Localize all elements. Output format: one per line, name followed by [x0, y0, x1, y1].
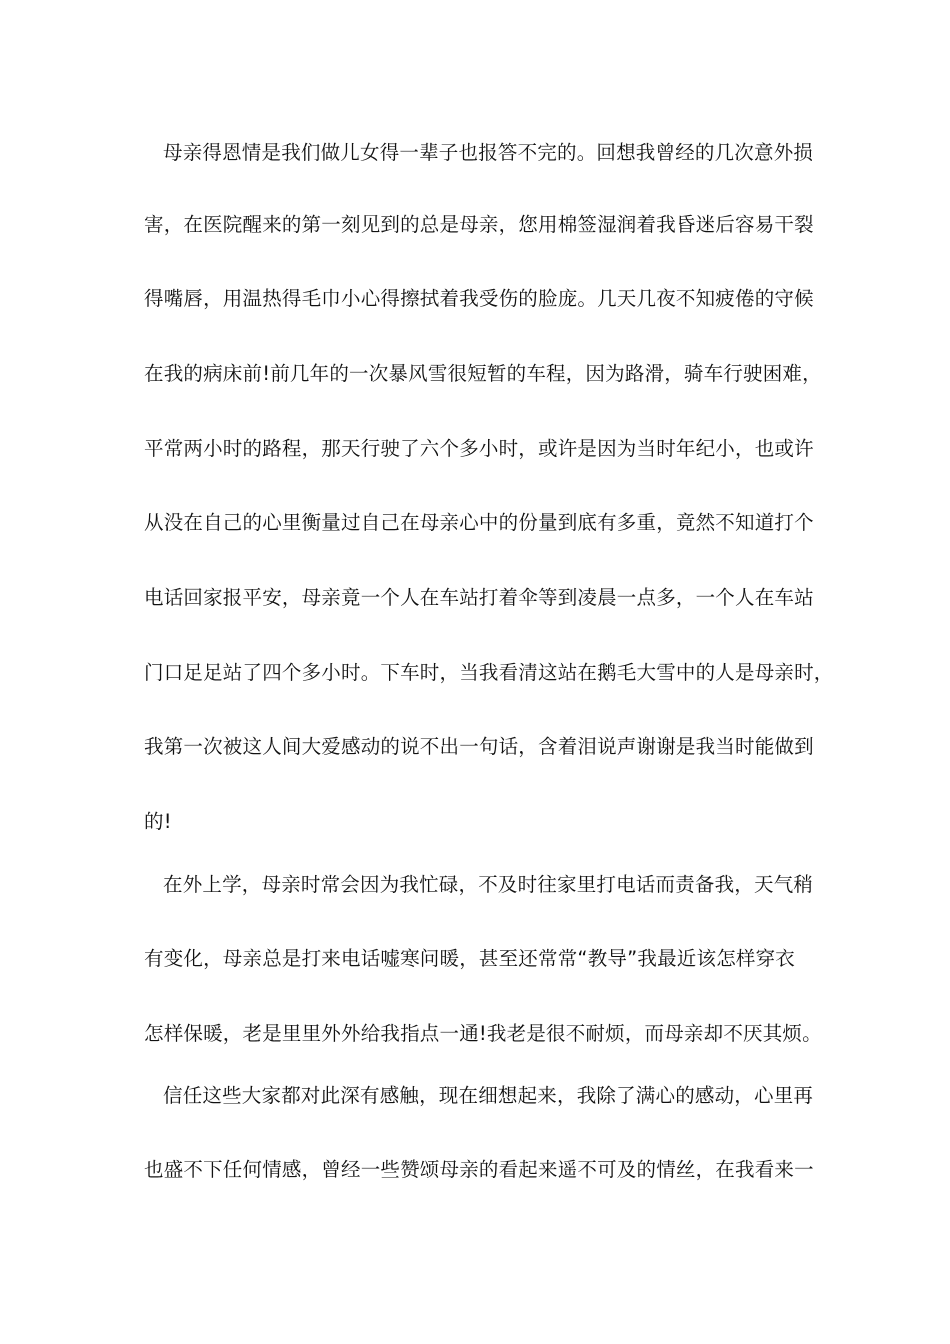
paragraph-1-line-4: 在我的病床前!前几年的一次暴风雪很短暂的车程，因为路滑，骑车行驶困难， — [144, 362, 822, 385]
paragraph-1-line-3: 得嘴唇，用温热得毛巾小心得擦拭着我受伤的脸庞。几天几夜不知疲倦的守候 — [144, 287, 814, 310]
paragraph-1-line-10: 的! — [144, 810, 172, 833]
paragraph-3-line-2: 也盛不下任何情感，曾经一些赞颂母亲的看起来遥不可及的情丝，在我看来一 — [144, 1158, 814, 1181]
paragraph-1-line-8: 门口足足站了四个多小时。下车时，当我看清这站在鹅毛大雪中的人是母亲时， — [144, 661, 834, 684]
paragraph-1-line-5: 平常两小时的路程，那天行驶了六个多小时，或许是因为当时年纪小，也或许 — [144, 437, 814, 460]
paragraph-2-line-3: 怎样保暖，老是里里外外给我指点一通!我老是很不耐烦，而母亲却不厌其烦。 — [144, 1022, 822, 1045]
paragraph-1-line-7: 电话回家报平安，母亲竟一个人在车站打着伞等到凌晨一点多，一个人在车站 — [144, 586, 814, 609]
paragraph-2-line-2: 有变化，母亲总是打来电话嘘寒问暖，甚至还常常“教导”我最近该怎样穿衣 — [144, 947, 796, 970]
paragraph-1-line-2: 害，在医院醒来的第一刻见到的总是母亲，您用棉签湿润着我昏迷后容易干裂 — [144, 213, 814, 236]
paragraph-2-line-1: 在外上学，母亲时常会因为我忙碌，不及时往家里打电话而责备我，天气稍 — [163, 873, 814, 896]
paragraph-1-line-1: 母亲得恩情是我们做儿女得一辈子也报答不完的。回想我曾经的几次意外损 — [163, 141, 814, 164]
paragraph-1-line-6: 从没在自己的心里衡量过自己在母亲心中的份量到底有多重，竟然不知道打个 — [144, 511, 814, 534]
paragraph-3-line-1: 信任这些大家都对此深有感触，现在细想起来，我除了满心的感动，心里再 — [163, 1084, 814, 1107]
paragraph-1-line-9: 我第一次被这人间大爱感动的说不出一句话，含着泪说声谢谢是我当时能做到 — [144, 735, 814, 758]
